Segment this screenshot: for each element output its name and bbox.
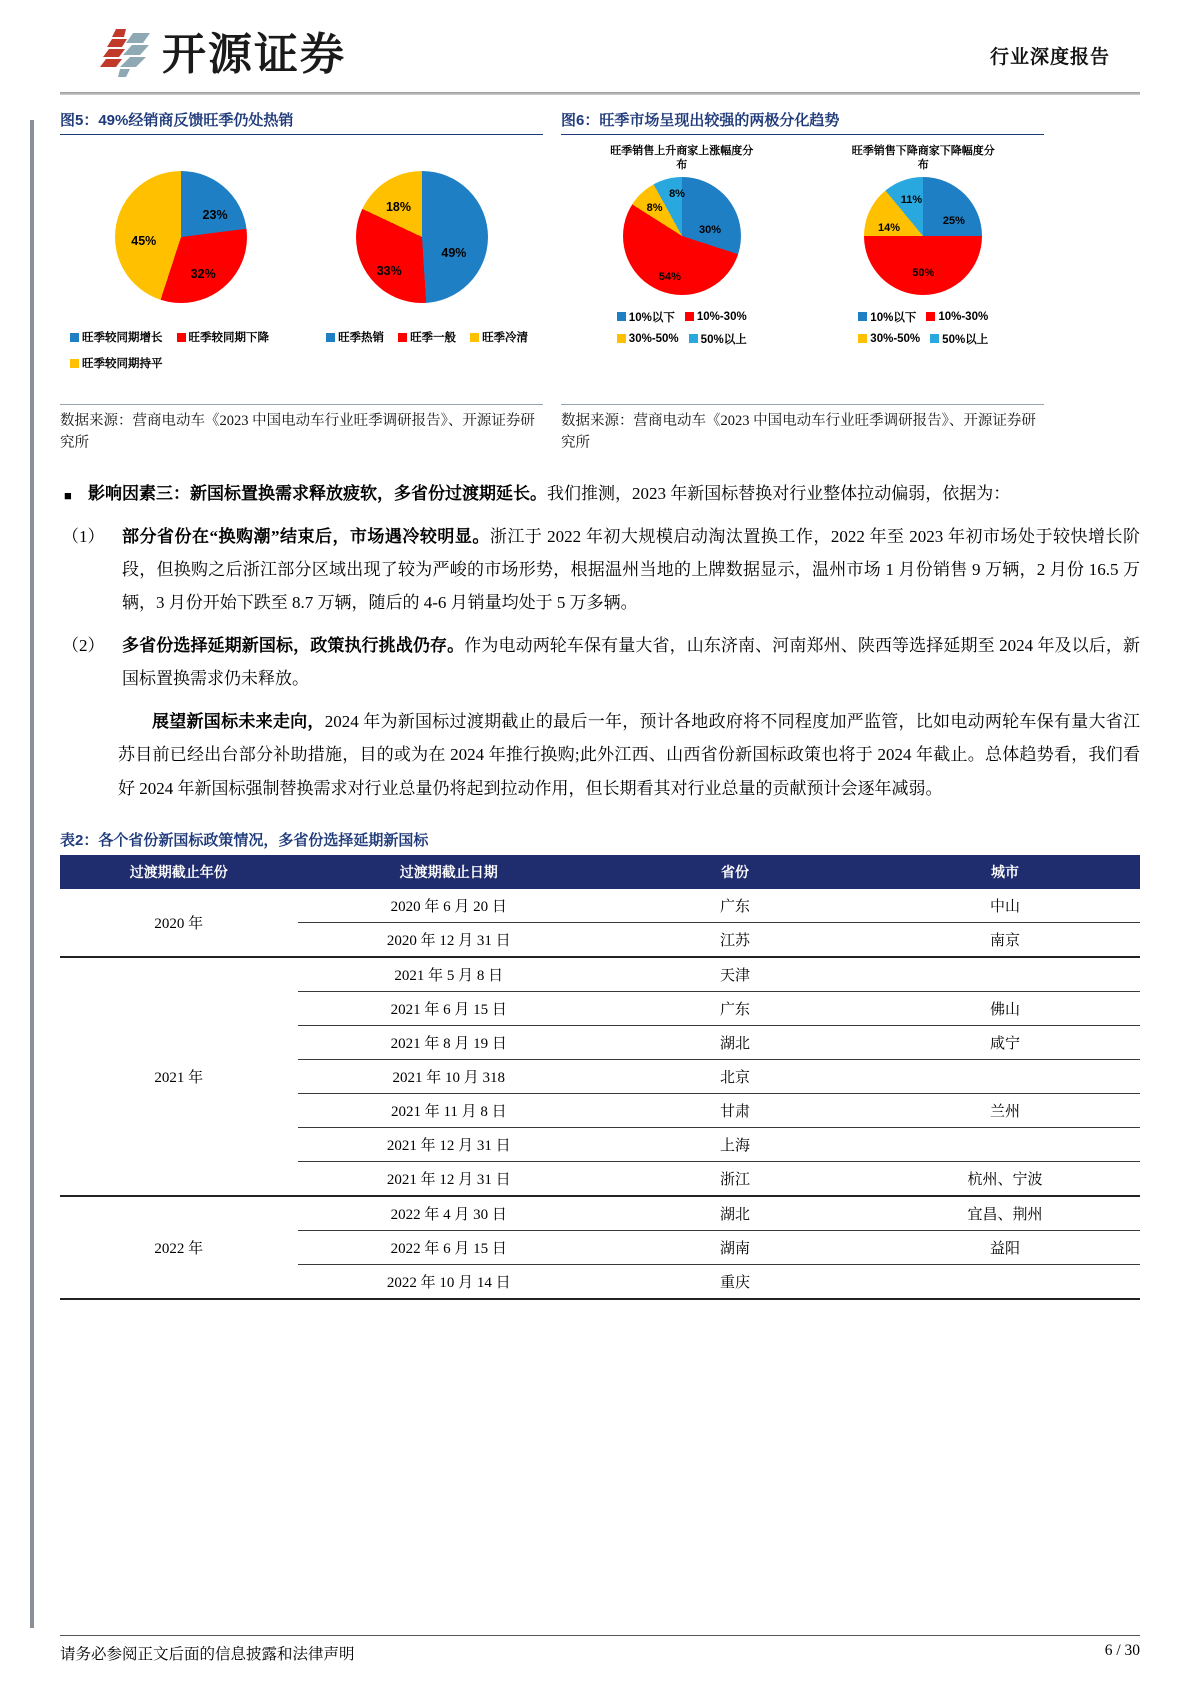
cell-city: 杭州、宁波 bbox=[870, 1161, 1140, 1196]
cell-year: 2022 年 bbox=[60, 1196, 298, 1299]
cell-year: 2021 年 bbox=[60, 957, 298, 1196]
body-content bbox=[60, 477, 1140, 805]
column-header-year: 过渡期截止年份 bbox=[60, 855, 298, 889]
cell-city: 佛山 bbox=[870, 991, 1140, 1025]
paragraph-factor-three bbox=[60, 477, 1140, 510]
cell-province: 湖北 bbox=[600, 1025, 870, 1059]
cell-province: 湖南 bbox=[600, 1230, 870, 1264]
paragraph-item-1 bbox=[60, 520, 1140, 619]
cell-province: 天津 bbox=[600, 957, 870, 992]
cell-date: 2021 年 5 月 8 日 bbox=[298, 957, 600, 992]
table-2-title: 表2：各个省份新国标政策情况，多省份选择延期新国标 bbox=[60, 831, 429, 849]
legend-item bbox=[70, 355, 163, 371]
kaiyuan-flame-icon bbox=[90, 21, 152, 79]
pie-chart-increase bbox=[623, 177, 741, 295]
table-row bbox=[60, 957, 1140, 992]
figure-6 bbox=[561, 109, 1044, 455]
figure-5 bbox=[60, 109, 543, 455]
legend-label: 50%以上 bbox=[700, 333, 747, 346]
legend-swatch-blue-icon bbox=[70, 333, 79, 342]
table-policy-by-province bbox=[60, 855, 1140, 1300]
legend-label: 旺季较同期增长 bbox=[82, 332, 163, 344]
column-header-date: 过渡期截止日期 bbox=[298, 855, 600, 889]
table-row bbox=[60, 889, 1140, 923]
pie-chart-yoy bbox=[115, 171, 247, 303]
figure-5-canvas bbox=[60, 137, 543, 405]
figure-6-pie-1-caption: 旺季销售上升商家上涨幅度分布 bbox=[610, 145, 754, 171]
cell-city bbox=[870, 1127, 1140, 1161]
legend-label: 10%-30% bbox=[938, 310, 989, 323]
legend-swatch-red-icon bbox=[685, 312, 694, 321]
legend-swatch-blue-icon bbox=[326, 333, 335, 342]
pie-slice-label: 30% bbox=[699, 223, 722, 236]
legend-label: 30%-50% bbox=[870, 332, 921, 345]
pie-slice-label: 32% bbox=[190, 266, 216, 281]
legend-swatch-yellow-icon bbox=[858, 334, 867, 343]
column-header-province: 省份 bbox=[600, 855, 870, 889]
page-number: 6 / 30 bbox=[1104, 1642, 1140, 1659]
cell-province: 甘肃 bbox=[600, 1093, 870, 1127]
figure-6-pie-2-caption: 旺季销售下降商家下降幅度分布 bbox=[851, 145, 995, 171]
cell-province: 浙江 bbox=[600, 1161, 870, 1196]
figure-5-legend-1 bbox=[60, 321, 311, 371]
legend-item bbox=[930, 331, 988, 347]
legend-item bbox=[326, 329, 384, 345]
paragraph-lead-bold: 影响因素三：新国标置换需求释放疲软，多省份过渡期延长。 bbox=[88, 483, 547, 503]
cell-city: 宜昌、荆州 bbox=[870, 1196, 1140, 1231]
cell-province: 湖北 bbox=[600, 1196, 870, 1231]
figure-6-pie-1 bbox=[607, 145, 757, 295]
paragraph-text: 我们推测，2023 年新国标替换对行业整体拉动偏弱，依据为： bbox=[547, 483, 1011, 503]
table-row bbox=[60, 1196, 1140, 1231]
pie-slice-label: 25% bbox=[942, 215, 965, 228]
legend-item bbox=[858, 309, 916, 325]
figure-5-source: 数据来源：营商电动车《2023 中国电动车行业旺季调研报告》、开源证券研究所 bbox=[60, 413, 535, 451]
figure-6-legend-1 bbox=[582, 301, 782, 347]
cell-date: 2022 年 4 月 30 日 bbox=[298, 1196, 600, 1231]
cell-date: 2021 年 11 月 8 日 bbox=[298, 1093, 600, 1127]
legend-swatch-lightblue-icon bbox=[930, 334, 939, 343]
cell-province: 北京 bbox=[600, 1059, 870, 1093]
legend-item bbox=[70, 329, 163, 345]
cell-date: 2022 年 10 月 14 日 bbox=[298, 1264, 600, 1299]
cell-date: 2021 年 12 月 31 日 bbox=[298, 1127, 600, 1161]
cell-city: 中山 bbox=[870, 889, 1140, 923]
pie-slice-label: 45% bbox=[131, 233, 157, 248]
pie-slice-label: 23% bbox=[202, 207, 228, 222]
cell-date: 2021 年 10 月 318 bbox=[298, 1059, 600, 1093]
legend-item bbox=[470, 329, 528, 345]
legend-label: 旺季较同期持平 bbox=[82, 358, 163, 370]
header-divider bbox=[60, 92, 1140, 95]
cell-city bbox=[870, 957, 1140, 992]
legend-swatch-yellow-icon bbox=[70, 359, 79, 368]
footer-disclaimer: 请务必参阅正文后面的信息披露和法律声明 bbox=[60, 1646, 355, 1663]
figure-5-pie-1 bbox=[115, 153, 247, 303]
paragraph-outlook bbox=[118, 705, 1140, 804]
list-number: （2） bbox=[62, 636, 105, 656]
pie-slice-label: 54% bbox=[658, 270, 681, 283]
legend-item bbox=[685, 309, 747, 325]
list-number: （1） bbox=[62, 526, 105, 546]
cell-province: 广东 bbox=[600, 991, 870, 1025]
legend-item bbox=[689, 331, 747, 347]
legend-swatch-red-icon bbox=[926, 312, 935, 321]
brand-logo bbox=[90, 18, 346, 82]
pie-chart-heat bbox=[356, 171, 488, 303]
pie-slice-label: 49% bbox=[441, 245, 467, 260]
page-header bbox=[60, 0, 1140, 92]
table-body bbox=[60, 889, 1140, 1299]
cell-city: 南京 bbox=[870, 922, 1140, 957]
legend-label: 旺季较同期下降 bbox=[188, 332, 269, 344]
pie-slice-label: 8% bbox=[669, 188, 685, 201]
figure-6-title: 图6：旺季市场呈现出较强的两极分化趋势 bbox=[561, 109, 1044, 135]
legend-item bbox=[926, 309, 988, 325]
cell-city: 兰州 bbox=[870, 1093, 1140, 1127]
legend-label: 旺季一般 bbox=[410, 332, 457, 344]
figure-6-legend-2 bbox=[823, 301, 1023, 347]
paragraph-lead-bold: 多省份选择延期新国标，政策执行挑战仍存。 bbox=[122, 636, 465, 656]
legend-item bbox=[617, 309, 675, 325]
brand-name: 开源证券 bbox=[162, 30, 346, 79]
legend-swatch-blue-icon bbox=[858, 312, 867, 321]
legend-swatch-blue-icon bbox=[617, 312, 626, 321]
table-header-row bbox=[60, 855, 1140, 889]
figure-5-title: 图5：49%经销商反馈旺季仍处热销 bbox=[60, 109, 543, 135]
legend-item bbox=[858, 331, 920, 347]
figure-5-legend-2 bbox=[311, 321, 543, 371]
cell-date: 2021 年 12 月 31 日 bbox=[298, 1161, 600, 1196]
cell-city: 益阳 bbox=[870, 1230, 1140, 1264]
cell-year: 2020 年 bbox=[60, 889, 298, 957]
figure-6-canvas bbox=[561, 137, 1044, 405]
figure-5-pie-2 bbox=[356, 153, 488, 303]
left-accent-bar bbox=[30, 120, 34, 1628]
cell-date: 2021 年 8 月 19 日 bbox=[298, 1025, 600, 1059]
paragraph-text: 浙江于 2022 年初大规模启动淘汰置换工作，2022 年至 2023 年初市场处于较快增长阶段，但换购之后浙江部分区域出现了较为严峻的市场形势，根据温州当地的上牌数据显示，温州市场 1 月份销售 9 万辆，2 月份 16.5 万辆，3 月份开始下跌至 8.7 万辆，随后的 4-6 月销量均处于 5 万多辆。 bbox=[122, 526, 1141, 612]
legend-item bbox=[617, 331, 679, 347]
pie-slice-label: 18% bbox=[385, 199, 411, 214]
legend-swatch-lightblue-icon bbox=[689, 334, 698, 343]
footer-divider bbox=[60, 1635, 1140, 1636]
cell-province: 广东 bbox=[600, 889, 870, 923]
page-footer bbox=[60, 1635, 1140, 1664]
legend-swatch-yellow-icon bbox=[470, 333, 479, 342]
paragraph-text: 2024 年为新国标过渡期截止的最后一年，预计各地政府将不同程度加严监管，比如电动两轮车保有量大省江苏目前已经出台部分补助措施，目的或为在 2024 年推行换购;此外江西、山西省份新国标政策也将于 2024 年截止。总体趋势看，我们看好 2024 年新国标强制替换需求对行业总量仍将起到拉动作用，但长期看其对行业总量的贡献预计会逐年减弱。 bbox=[118, 712, 1141, 798]
pie-slice-label: 50% bbox=[912, 267, 935, 280]
legend-label: 旺季热销 bbox=[338, 332, 385, 344]
legend-item bbox=[398, 329, 456, 345]
pie-chart-decrease bbox=[864, 177, 982, 295]
pie-slice-label: 14% bbox=[878, 222, 901, 235]
legend-item bbox=[177, 329, 270, 345]
figure-6-pie-2 bbox=[848, 145, 998, 295]
legend-label: 10%以下 bbox=[870, 311, 917, 324]
legend-swatch-yellow-icon bbox=[617, 334, 626, 343]
pie-slice-label: 11% bbox=[900, 194, 923, 207]
cell-city bbox=[870, 1264, 1140, 1299]
cell-province: 江苏 bbox=[600, 922, 870, 957]
cell-city bbox=[870, 1059, 1140, 1093]
paragraph-lead-bold: 展望新国标未来走向， bbox=[152, 712, 325, 732]
legend-swatch-red-icon bbox=[177, 333, 186, 342]
pie-slice-label: 33% bbox=[376, 264, 402, 279]
legend-label: 10%以下 bbox=[628, 311, 675, 324]
legend-label: 50%以上 bbox=[942, 333, 989, 346]
paragraph-item-2 bbox=[60, 629, 1140, 695]
legend-label: 10%-30% bbox=[696, 310, 747, 323]
cell-province: 上海 bbox=[600, 1127, 870, 1161]
cell-date: 2020 年 6 月 20 日 bbox=[298, 889, 600, 923]
pie-slice-label: 8% bbox=[646, 202, 663, 215]
cell-date: 2020 年 12 月 31 日 bbox=[298, 922, 600, 957]
figures-row bbox=[60, 109, 1140, 455]
cell-date: 2022 年 6 月 15 日 bbox=[298, 1230, 600, 1264]
cell-date: 2021 年 6 月 15 日 bbox=[298, 991, 600, 1025]
paragraph-lead-bold: 部分省份在“换购潮”结束后，市场遇冷较明显。 bbox=[122, 526, 490, 546]
cell-city: 咸宁 bbox=[870, 1025, 1140, 1059]
figure-6-source: 数据来源：营商电动车《2023 中国电动车行业旺季调研报告》、开源证券研究所 bbox=[561, 413, 1036, 451]
legend-swatch-red-icon bbox=[398, 333, 407, 342]
column-header-city: 城市 bbox=[870, 855, 1140, 889]
paragraph-text: 作为电动两轮车保有量大省，山东济南、河南郑州、陕西等选择延期至 2024 年及以后，新国标置换需求仍未释放。 bbox=[122, 636, 1141, 689]
legend-label: 30%-50% bbox=[628, 332, 679, 345]
legend-label: 旺季冷清 bbox=[482, 332, 529, 344]
report-type-label: 行业深度报告 bbox=[989, 47, 1110, 68]
bullet-square-icon: ■ bbox=[64, 487, 72, 503]
cell-province: 重庆 bbox=[600, 1264, 870, 1299]
